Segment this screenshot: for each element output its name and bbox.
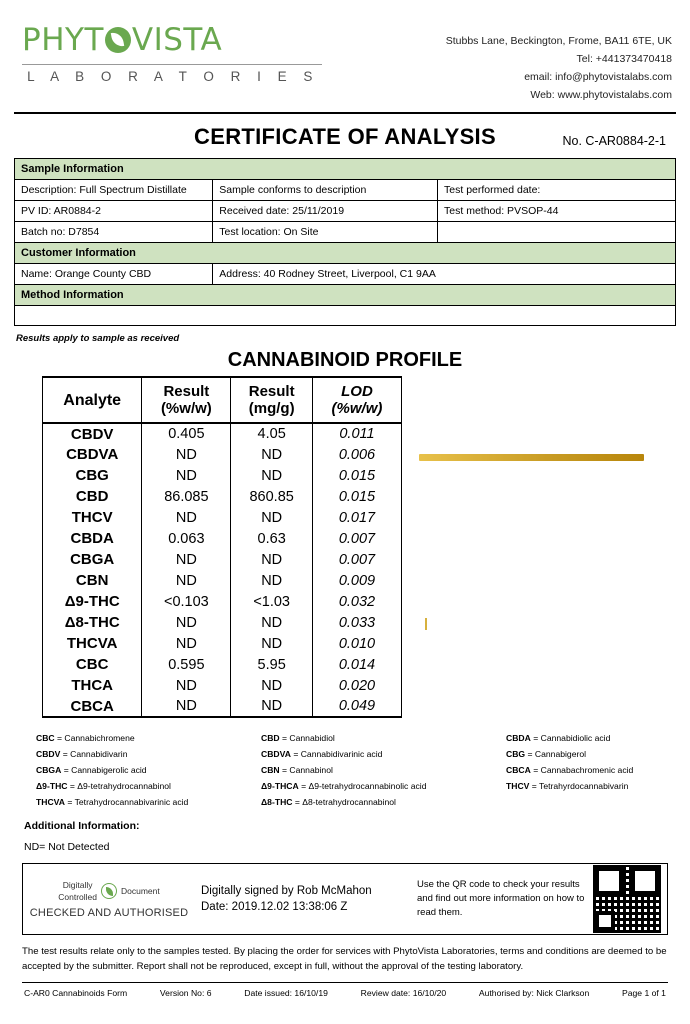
cell-result-mgg: ND bbox=[231, 696, 313, 717]
footer-version: Version No: 6 bbox=[159, 988, 212, 998]
table-row bbox=[15, 222, 676, 243]
cell-description: Description: Full Spectrum Distillate bbox=[15, 180, 213, 201]
legend-item bbox=[261, 746, 506, 762]
legend-def: = Cannabidiolic acid bbox=[533, 733, 611, 743]
cell-analyte: THCA bbox=[43, 675, 142, 696]
profile-table-body bbox=[43, 423, 402, 717]
cell-result-mgg: ND bbox=[231, 633, 313, 654]
legend-item bbox=[261, 762, 506, 778]
company-logo bbox=[14, 22, 322, 84]
table-row bbox=[15, 159, 676, 180]
cell-result-pct: ND bbox=[142, 633, 231, 654]
legend-item bbox=[36, 794, 261, 810]
cannabinoid-profile-table bbox=[42, 376, 402, 718]
contact-address: Stubbs Lane, Beckington, Frome, BA11 6TE, UK bbox=[445, 35, 672, 47]
legend-def: = Cannabichromene bbox=[57, 733, 135, 743]
cell-lod: 0.033 bbox=[312, 612, 401, 633]
cell-analyte: CBDVA bbox=[43, 444, 142, 465]
cell-lod: 0.015 bbox=[312, 486, 401, 507]
cell-result-pct: ND bbox=[142, 465, 231, 486]
legend-item bbox=[506, 778, 668, 794]
profile-title: CANNABINOID PROFILE bbox=[227, 349, 463, 371]
cell-analyte: Δ9-THC bbox=[43, 591, 142, 612]
cell-result-pct: ND bbox=[142, 570, 231, 591]
footer-divider bbox=[22, 982, 668, 983]
col-header-analyte bbox=[43, 377, 142, 423]
seal-label-digitally: Digitally Controlled bbox=[58, 880, 97, 902]
footer-date-issued: Date issued: 16/10/19 bbox=[244, 988, 328, 998]
disclaimer-text: The test results relate only to the samples tested. By placing the order for services with PhytoVista Laboratories, terms and conditions are deemed to be accepted by the submitter. Report shall not be reproduced, except in full, without the approval of the testing laboratory. bbox=[22, 946, 667, 972]
cell-lod: 0.032 bbox=[312, 591, 401, 612]
col-header-result-pct-l1: Result bbox=[163, 383, 210, 400]
cell-result-mgg: ND bbox=[231, 444, 313, 465]
checked-authorised-label: CHECKED AND AUTHORISED bbox=[29, 907, 189, 919]
cell-analyte: CBG bbox=[43, 465, 142, 486]
table-row bbox=[15, 180, 676, 201]
contact-email: email: info@phytovistalabs.com bbox=[524, 71, 672, 83]
table-row bbox=[43, 507, 402, 528]
col-header-lod-l2: (%w/w) bbox=[331, 400, 383, 417]
col-header-result-pct-l2: (%w/w) bbox=[160, 400, 212, 417]
cell-result-mgg: ND bbox=[231, 507, 313, 528]
section-customer-information: Customer Information bbox=[15, 243, 676, 264]
legend-def: = Cannabinol bbox=[282, 765, 333, 775]
cell-result-mgg: 0.63 bbox=[231, 528, 313, 549]
cell-result-mgg: ND bbox=[231, 549, 313, 570]
section-method-information: Method Information bbox=[15, 285, 676, 306]
additional-information-heading: Additional Information: bbox=[24, 820, 140, 832]
legend-abbr: CBCA bbox=[506, 765, 531, 775]
table-row bbox=[43, 696, 402, 717]
col-header-result-mgg bbox=[231, 377, 313, 423]
legend-item bbox=[261, 730, 506, 746]
legend-abbr: CBGA bbox=[36, 765, 62, 775]
seal-label-document: Document bbox=[121, 886, 160, 896]
cell-lod: 0.009 bbox=[312, 570, 401, 591]
table-row bbox=[43, 675, 402, 696]
cell-lod: 0.006 bbox=[312, 444, 401, 465]
legend-abbr: CBDVA bbox=[261, 749, 291, 759]
footer-page: Page 1 of 1 bbox=[622, 988, 666, 998]
cell-analyte: THCV bbox=[43, 507, 142, 528]
cell-lod: 0.007 bbox=[312, 549, 401, 570]
seal-leaf-icon bbox=[101, 883, 117, 899]
cell-analyte: CBDA bbox=[43, 528, 142, 549]
cell-analyte: CBN bbox=[43, 570, 142, 591]
cell-result-mgg: 860.85 bbox=[231, 486, 313, 507]
legend-column-3 bbox=[506, 730, 668, 810]
cell-customer-name: Name: Orange County CBD bbox=[15, 264, 213, 285]
cell-method-blank bbox=[15, 306, 676, 326]
legend-def: = Δ9-tetrahydrocannabinolic acid bbox=[301, 781, 427, 791]
title-row bbox=[14, 124, 676, 150]
cell-batch-no: Batch no: D7854 bbox=[15, 222, 213, 243]
cell-result-pct: 0.405 bbox=[142, 423, 231, 444]
table-row bbox=[15, 285, 676, 306]
legend-abbr: CBDA bbox=[506, 733, 531, 743]
cell-received-date: Received date: 25/11/2019 bbox=[213, 201, 438, 222]
col-header-analyte-label: Analyte bbox=[63, 391, 122, 409]
cell-result-pct: ND bbox=[142, 549, 231, 570]
cell-conformance: Sample conforms to description bbox=[213, 180, 438, 201]
results-note: Results apply to sample as received bbox=[16, 333, 180, 344]
table-row bbox=[15, 201, 676, 222]
cell-lod: 0.049 bbox=[312, 696, 401, 717]
legend-item bbox=[36, 762, 261, 778]
legend-def: = Δ8-tetrahydrocannabinol bbox=[294, 797, 396, 807]
cell-lod: 0.010 bbox=[312, 633, 401, 654]
legend-item bbox=[36, 778, 261, 794]
leaf-icon bbox=[105, 27, 131, 53]
profile-wrapper bbox=[14, 376, 676, 718]
legend-item bbox=[261, 778, 506, 794]
legend-def: = Cannabidiol bbox=[282, 733, 335, 743]
col-header-result-pct bbox=[142, 377, 231, 423]
table-row bbox=[15, 264, 676, 285]
signature-details bbox=[195, 883, 417, 915]
cell-result-pct: ND bbox=[142, 696, 231, 717]
nd-note: ND= Not Detected bbox=[24, 841, 110, 853]
table-row bbox=[43, 612, 402, 633]
table-row bbox=[15, 306, 676, 326]
legend-item bbox=[261, 794, 506, 810]
contact-web: Web: www.phytovistalabs.com bbox=[530, 89, 672, 101]
cell-result-pct: ND bbox=[142, 612, 231, 633]
document-footer bbox=[24, 988, 666, 998]
legend-def: = Tetrahyrdocannabivarin bbox=[531, 781, 629, 791]
cell-empty-1 bbox=[438, 222, 676, 243]
legend-abbr: THCVA bbox=[36, 797, 65, 807]
cell-customer-address: Address: 40 Rodney Street, Liverpool, C1 9AA bbox=[213, 264, 676, 285]
certificate-number: No. C-AR0884-2-1 bbox=[562, 134, 666, 148]
table-row bbox=[15, 243, 676, 264]
legend-def: = Cannabidivarinic acid bbox=[293, 749, 383, 759]
legend-abbr: Δ9-THCA bbox=[261, 781, 299, 791]
cell-analyte: CBGA bbox=[43, 549, 142, 570]
legend-abbr: CBN bbox=[261, 765, 280, 775]
table-row bbox=[43, 528, 402, 549]
cell-pv-id: PV ID: AR0884-2 bbox=[15, 201, 213, 222]
cell-result-pct: 86.085 bbox=[142, 486, 231, 507]
legend-def: = Tetrahydrocannabivarinic acid bbox=[67, 797, 189, 807]
cell-result-pct: 0.063 bbox=[142, 528, 231, 549]
cell-result-mgg: ND bbox=[231, 612, 313, 633]
legend-abbr: THCV bbox=[506, 781, 530, 791]
cell-test-location: Test location: On Site bbox=[213, 222, 438, 243]
legend-def: = Cannabidivarin bbox=[62, 749, 128, 759]
footer-authorised-by: Authorised by: Nick Clarkson bbox=[478, 988, 590, 998]
signature-box bbox=[22, 863, 668, 935]
table-row bbox=[43, 570, 402, 591]
cell-result-mgg: ND bbox=[231, 675, 313, 696]
signed-by: Digitally signed by Rob McMahon bbox=[201, 885, 372, 897]
logo-text-primary: PHYT bbox=[22, 22, 104, 58]
contact-tel: Tel: +441373470418 bbox=[576, 53, 672, 65]
signed-date: Date: 2019.12.02 13:38:06 Z bbox=[201, 901, 348, 913]
cell-analyte: CBDV bbox=[43, 423, 142, 444]
legend-item bbox=[36, 746, 261, 762]
footer-review-date: Review date: 16/10/20 bbox=[360, 988, 447, 998]
legend-def: = Cannabigerolic acid bbox=[63, 765, 147, 775]
cell-result-mgg: ND bbox=[231, 570, 313, 591]
legend-abbr: Δ9-THC bbox=[36, 781, 68, 791]
table-row bbox=[43, 423, 402, 444]
qr-finder-bottom-left bbox=[595, 911, 615, 931]
legend-abbr: CBG bbox=[506, 749, 526, 759]
cell-result-pct: 0.595 bbox=[142, 654, 231, 675]
cell-result-pct: ND bbox=[142, 507, 231, 528]
col-header-lod bbox=[312, 377, 401, 423]
legend-item bbox=[36, 730, 261, 746]
logo-wordmark bbox=[22, 22, 322, 58]
cell-test-method: Test method: PVSOP-44 bbox=[438, 201, 676, 222]
cell-lod: 0.011 bbox=[312, 423, 401, 444]
legend-item bbox=[506, 730, 668, 746]
qr-instructions: Use the QR code to check your results and find out more information on how to read them. bbox=[417, 879, 585, 918]
col-header-result-mgg-l2: (mg/g) bbox=[248, 400, 295, 417]
table-row bbox=[43, 654, 402, 675]
cell-result-mgg: <1.03 bbox=[231, 591, 313, 612]
cell-result-mgg: 4.05 bbox=[231, 423, 313, 444]
qr-section bbox=[417, 865, 667, 933]
legend-def: = Δ9-tetrahydrocannabinol bbox=[69, 781, 171, 791]
legend-column-2 bbox=[261, 730, 506, 810]
table-row bbox=[43, 444, 402, 465]
seal-row bbox=[29, 879, 189, 903]
col-header-lod-l1: LOD bbox=[341, 383, 373, 400]
cell-analyte: THCVA bbox=[43, 633, 142, 654]
cell-analyte: Δ8-THC bbox=[43, 612, 142, 633]
section-sample-information: Sample Information bbox=[15, 159, 676, 180]
table-row bbox=[43, 633, 402, 654]
page-title: CERTIFICATE OF ANALYSIS bbox=[194, 124, 496, 149]
table-row bbox=[43, 486, 402, 507]
document-header bbox=[14, 22, 676, 104]
logo-subtitle: L A B O R A T O R I E S bbox=[22, 64, 322, 84]
legend-column-1 bbox=[36, 730, 261, 810]
cell-result-mgg: 5.95 bbox=[231, 654, 313, 675]
legend-def: = Cannabigerol bbox=[527, 749, 587, 759]
company-contact bbox=[446, 22, 676, 104]
cell-lod: 0.020 bbox=[312, 675, 401, 696]
table-row bbox=[43, 549, 402, 570]
cell-result-pct: <0.103 bbox=[142, 591, 231, 612]
logo-text-secondary: VISTA bbox=[131, 22, 223, 58]
legend-item bbox=[506, 762, 668, 778]
digital-seal bbox=[23, 875, 195, 923]
cell-result-pct: ND bbox=[142, 675, 231, 696]
legend-abbr: CBDV bbox=[36, 749, 61, 759]
cell-lod: 0.015 bbox=[312, 465, 401, 486]
cell-test-performed-date: Test performed date: bbox=[438, 180, 676, 201]
footer-form: C-AR0 Cannabinoids Form bbox=[24, 988, 128, 998]
table-header-row bbox=[43, 377, 402, 423]
table-row bbox=[43, 465, 402, 486]
cell-analyte: CBCA bbox=[43, 696, 142, 717]
legend-abbr: CBD bbox=[261, 733, 280, 743]
cell-result-mgg: ND bbox=[231, 465, 313, 486]
col-header-result-mgg-l1: Result bbox=[248, 383, 295, 400]
cell-analyte: CBC bbox=[43, 654, 142, 675]
cell-lod: 0.014 bbox=[312, 654, 401, 675]
legend-def: = Cannabachromenic acid bbox=[533, 765, 634, 775]
information-table bbox=[14, 158, 676, 326]
header-divider bbox=[14, 112, 676, 114]
chromatogram-tick bbox=[425, 618, 427, 630]
cell-result-pct: ND bbox=[142, 444, 231, 465]
cell-lod: 0.017 bbox=[312, 507, 401, 528]
chromatogram-peak-bar bbox=[419, 454, 644, 461]
legend-item bbox=[506, 746, 668, 762]
legend-abbr: Δ8-THC bbox=[261, 797, 293, 807]
qr-code[interactable] bbox=[593, 865, 661, 933]
abbreviation-legend bbox=[14, 730, 676, 810]
cell-lod: 0.007 bbox=[312, 528, 401, 549]
table-row bbox=[43, 591, 402, 612]
cell-analyte: CBD bbox=[43, 486, 142, 507]
legend-abbr: CBC bbox=[36, 733, 55, 743]
